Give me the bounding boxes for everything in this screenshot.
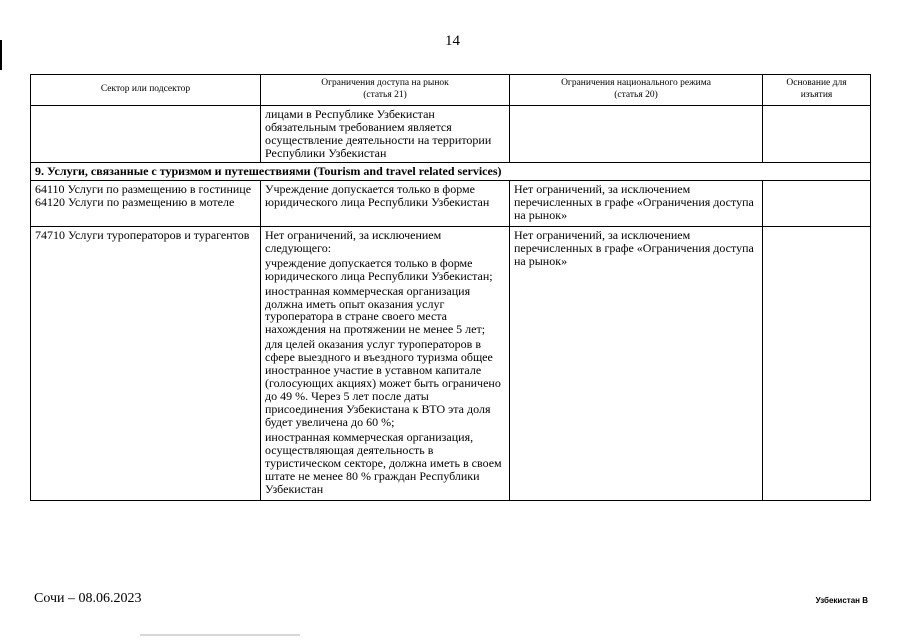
cell-national-treatment: Нет ограничений, за исключением перечисленных в графе «Ограничения доступа на рынок» (510, 226, 763, 500)
section-heading: 9. Услуги, связанные с туризмом и путешествиями (Tourism and travel related services) (31, 162, 871, 180)
market-access-paragraph: для целей оказания услуг туроператоров в сфере выездного и въездного туризма общее иностранное участие в уставном капитале (голосующих акциях) может быть ограничено до 49 %. Через 5 лет после даты присоединения Узбекистана к ВТО эта доля будет увеличена до 60 %; (265, 337, 501, 430)
section-row (31, 162, 871, 180)
sector-line: 64110 Услуги по размещению в гостинице (35, 181, 252, 196)
table-row (31, 226, 871, 500)
market-access-paragraph: Нет ограничений, за исключением следующего: (265, 227, 442, 255)
header-national-treatment: Ограничения национального режима (статья 20) (510, 75, 763, 106)
header-sector: Сектор или подсектор (31, 75, 261, 106)
scan-artifact (140, 634, 300, 636)
continuation-row (31, 106, 871, 163)
cell-market-access (261, 180, 510, 226)
page-number: 14 (445, 33, 460, 49)
table-row (31, 180, 871, 226)
cell-sector (31, 180, 261, 226)
header-market-access: Ограничения доступа на рынок (статья 21) (261, 75, 510, 106)
footer-document-id: Узбекистан B (815, 596, 868, 605)
market-access-paragraph: иностранная коммерческая организация, осуществляющая деятельность в туристическом секторе, должна иметь в своем штате не менее 80 % граждан Республики Узбекистан (265, 430, 502, 496)
market-access-paragraph: Учреждение допускается только в форме юридического лица Республики Узбекистан (265, 181, 490, 209)
market-access-paragraph: учреждение допускается только в форме юридического лица Республики Узбекистан; (265, 255, 493, 283)
cell-market-access (261, 226, 510, 500)
cell-exemption (763, 106, 871, 163)
footer-place-date: Сочи – 08.06.2023 (34, 591, 142, 606)
schedule-table (30, 74, 871, 501)
table-header-row (31, 75, 871, 106)
cell-exemption (763, 180, 871, 226)
cell-national-treatment: Нет ограничений, за исключением перечисленных в графе «Ограничения доступа на рынок» (510, 180, 763, 226)
cell-market-access: лицами в Республике Узбекистан обязательным требованием является осуществление деятельности на территории Республики Узбекистан (261, 106, 510, 163)
cell-national-treatment (510, 106, 763, 163)
market-access-paragraph: иностранная коммерческая организация должна иметь опыт оказания услуг туроператора в стране своего места нахождения на протяжении не менее 5 лет; (265, 283, 486, 337)
cell-sector (31, 106, 261, 163)
header-exemption: Основание для изъятия (763, 75, 871, 106)
sector-line: 74710 Услуги туроператоров и турагентов (35, 227, 250, 242)
cell-exemption (763, 226, 871, 500)
sector-line: 64120 Услуги по размещению в мотеле (35, 194, 235, 209)
cell-sector (31, 226, 261, 500)
